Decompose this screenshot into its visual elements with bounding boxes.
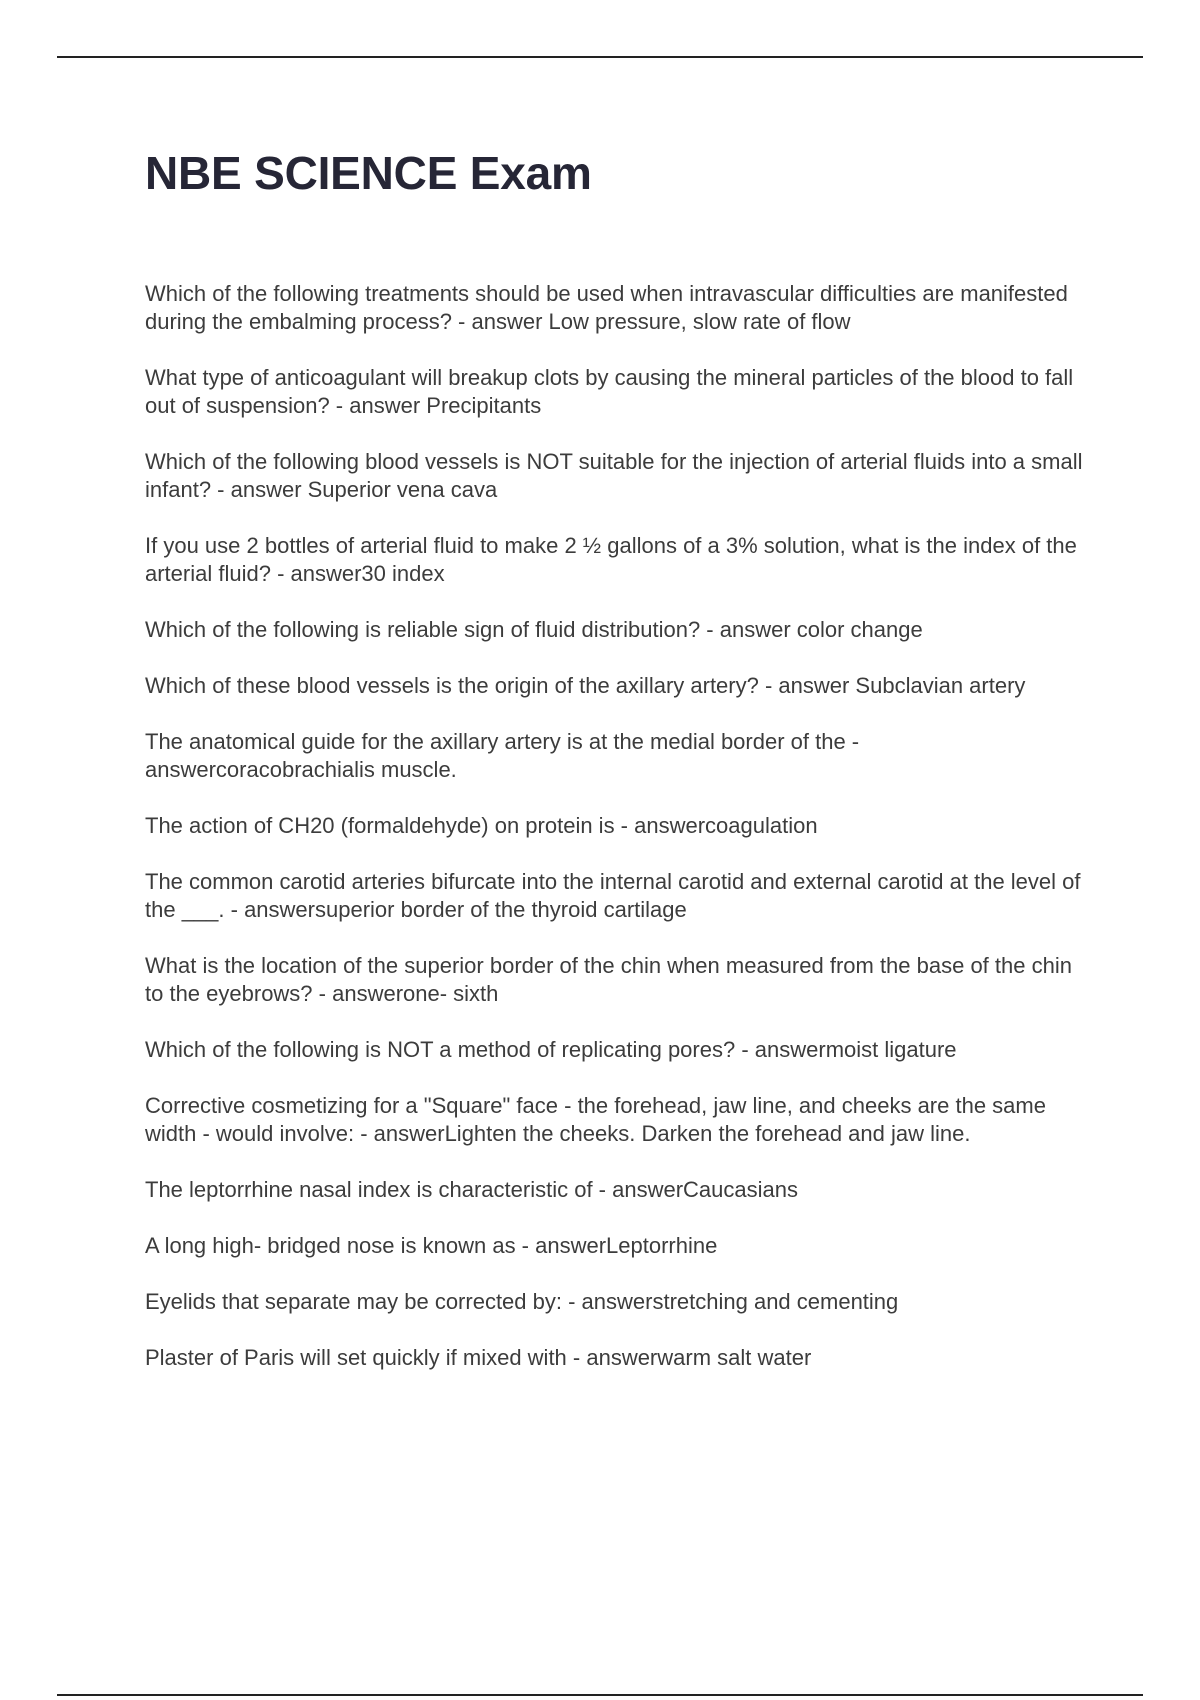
qa-item-14: A long high- bridged nose is known as - answerLeptorrhine bbox=[145, 1233, 718, 1258]
bottom-rule bbox=[57, 1694, 1143, 1696]
document-title: NBE SCIENCE Exam bbox=[145, 147, 592, 199]
qa-item-3: Which of the following blood vessels is NOT suitable for the injection of arterial fluids into a small infant? - answer Superior vena cava bbox=[145, 449, 1083, 502]
qa-item-16: Plaster of Paris will set quickly if mixed with - answerwarm salt water bbox=[145, 1345, 812, 1370]
qa-item-5: Which of the following is reliable sign of fluid distribution? - answer color change bbox=[145, 617, 923, 642]
qa-item-15: Eyelids that separate may be corrected by: - answerstretching and cementing bbox=[145, 1289, 899, 1314]
top-rule bbox=[57, 56, 1143, 58]
qa-item-2: What type of anticoagulant will breakup clots by causing the mineral particles of the blood to fall out of suspension? - answer Precipitants bbox=[145, 365, 1074, 418]
qa-item-12: Corrective cosmetizing for a "Square" face - the forehead, jaw line, and cheeks are the same width - would involve: - answerLighten the cheeks. Darken the forehead and jaw line. bbox=[145, 1093, 1046, 1146]
question-answer-list bbox=[145, 280, 1090, 1372]
qa-item-13: The leptorrhine nasal index is characteristic of - answerCaucasians bbox=[145, 1177, 798, 1202]
document-page bbox=[145, 140, 1090, 1400]
qa-item-6: Which of these blood vessels is the origin of the axillary artery? - answer Subclavian artery bbox=[145, 673, 1026, 698]
qa-item-7: The anatomical guide for the axillary artery is at the medial border of the - answercoracobrachialis muscle. bbox=[145, 729, 860, 782]
qa-item-9: The common carotid arteries bifurcate into the internal carotid and external carotid at the level of the ___. - answersuperior border of the thyroid cartilage bbox=[145, 869, 1081, 922]
qa-item-10: What is the location of the superior border of the chin when measured from the base of the chin to the eyebrows? - answerone- sixth bbox=[145, 953, 1072, 1006]
qa-item-8: The action of CH20 (formaldehyde) on protein is - answercoagulation bbox=[145, 813, 818, 838]
qa-item-4: If you use 2 bottles of arterial fluid to make 2 ½ gallons of a 3% solution, what is the index of the arterial fluid? - answer30 index bbox=[145, 533, 1077, 586]
qa-item-1: Which of the following treatments should be used when intravascular difficulties are manifested during the embalming process? - answer Low pressure, slow rate of flow bbox=[145, 281, 1068, 334]
qa-item-11: Which of the following is NOT a method of replicating pores? - answermoist ligature bbox=[145, 1037, 957, 1062]
